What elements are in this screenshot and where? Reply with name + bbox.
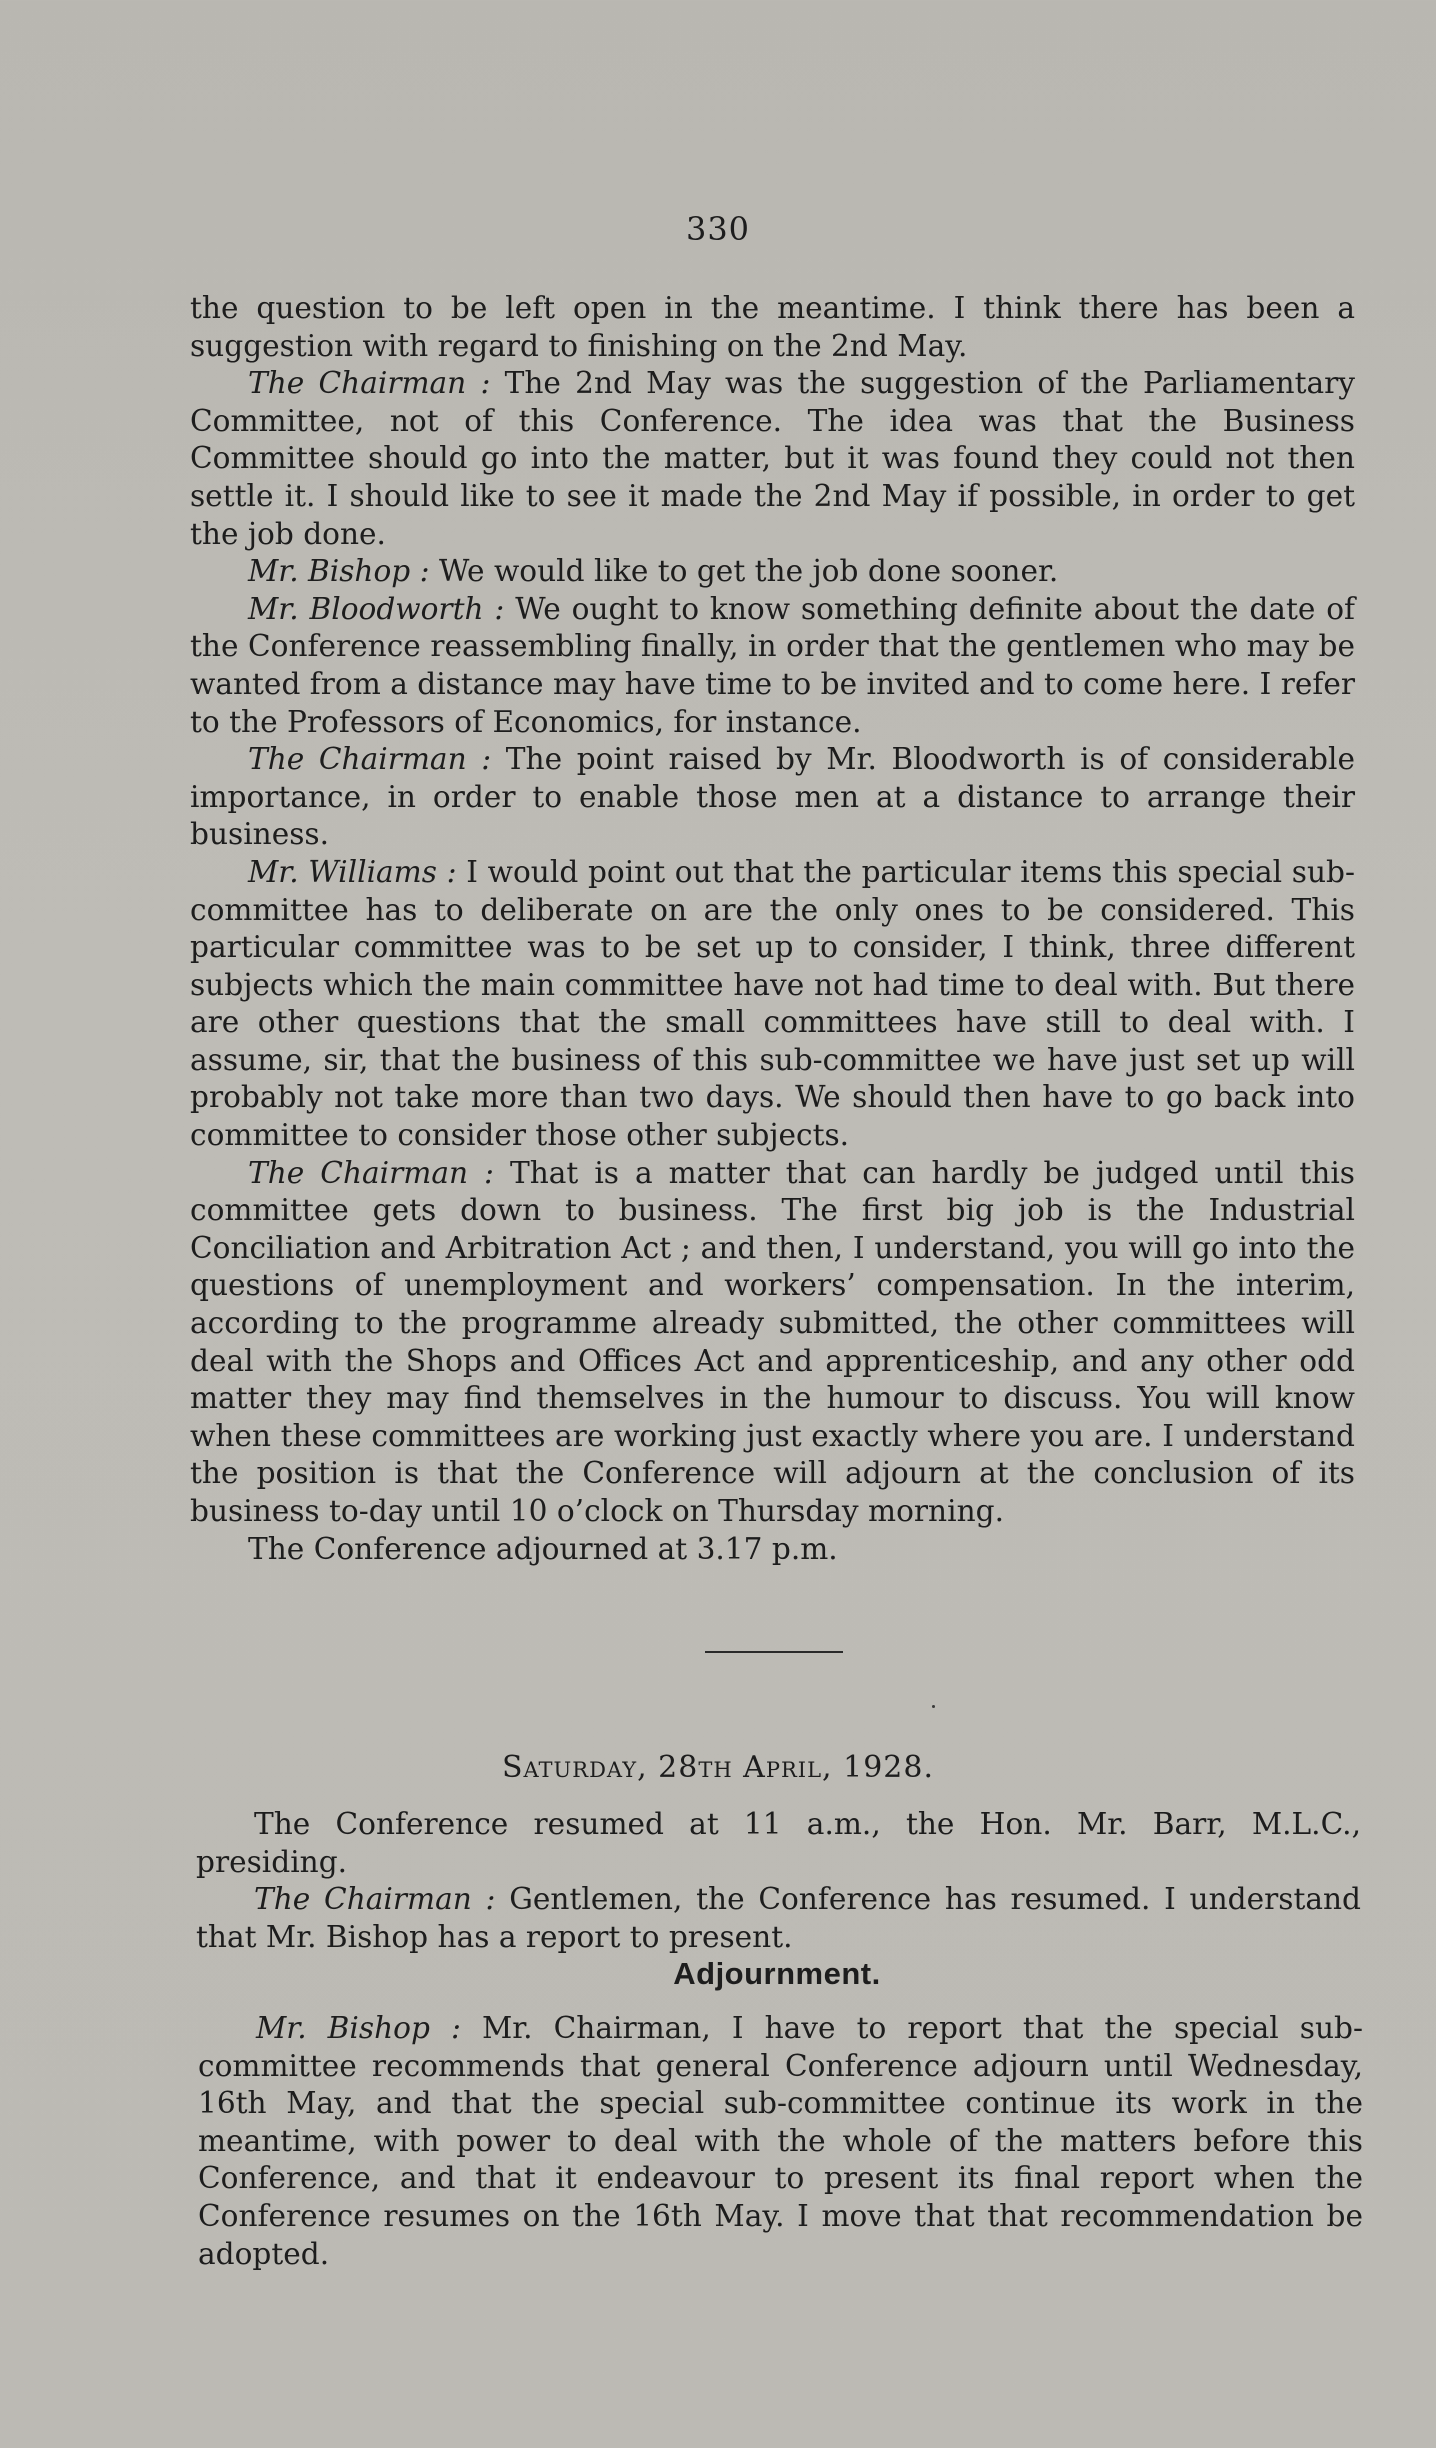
paragraph bbox=[190, 1531, 1355, 1569]
paragraph bbox=[190, 854, 1355, 1155]
speaker-name: The Chairman : bbox=[254, 1882, 496, 1917]
paragraph-text: That is a matter that can hardly be judged until this committee gets down to business. The first big job is the Industrial Conciliation and Arbitration Act ; and then, I understand, you will go into the questions of unemployment and workers’ compensation. In the interim, according to the programme already submitted, the other committees will deal with the Shops and Offices Act and apprenticeship, and any other odd matter they may find themselves in the humour to discuss. You will know when these committees are working just exactly where you are. I understand the position is that the Conference will adjourn at the conclusion of its business to-day until 10 o’clock on Thursday morning. bbox=[190, 1155, 1355, 1528]
page-number: 330 bbox=[685, 210, 751, 248]
paragraph-text: Mr. Chairman, I have to report that the special sub-committee recommends that general Conference adjourn until Wednesday, 16th May, and that the special sub-committee continue its work in the meantime, with power to deal with the whole of the matters before this Conference, and that it endeavour to present its final report when the Conference resumes on the 16th May. I move that that recommendation be adopted. bbox=[198, 2011, 1363, 2271]
speaker-name: Mr. Bishop : bbox=[256, 2011, 461, 2045]
paragraph bbox=[190, 591, 1355, 741]
paragraph-text: We would like to get the job done sooner. bbox=[429, 554, 1059, 589]
paragraph bbox=[196, 1806, 1361, 1881]
proceedings-block-2 bbox=[196, 1806, 1361, 1956]
speaker-name: The Chairman : bbox=[248, 366, 491, 401]
speaker-name: Mr. Bloodworth : bbox=[248, 591, 505, 626]
proceedings-block-3 bbox=[198, 2010, 1363, 2273]
date-heading: Saturday, 28th April, 1928. bbox=[501, 1750, 934, 1785]
paragraph-text: We ought to know something definite about the date of the Conference reassembling finally, in order that the gentlemen who may be wanted from a distance may have time to be invited and to come here. I refer to the Professors of Economics, for instance. bbox=[190, 591, 1355, 739]
paragraph-text: The Conference adjourned at 3.17 p.m. bbox=[248, 1531, 838, 1566]
speaker-name: The Chairman : bbox=[248, 742, 492, 777]
section-heading: Adjournment. bbox=[673, 1956, 881, 1991]
paragraph bbox=[190, 365, 1355, 553]
paragraph bbox=[190, 1155, 1355, 1531]
section-divider bbox=[705, 1651, 843, 1653]
paragraph bbox=[190, 741, 1355, 854]
paragraph bbox=[198, 2010, 1363, 2273]
paragraph-text: The Conference resumed at 11 a.m., the Hon. Mr. Barr, M.L.C., presiding. bbox=[196, 1807, 1361, 1879]
stray-mark bbox=[932, 1705, 935, 1708]
paragraph-text: the question to be left open in the meantime. I think there has been a suggestion with regard to finishing on the 2nd May. bbox=[190, 291, 1355, 363]
paragraph bbox=[190, 290, 1355, 365]
paragraph-text: The point raised by Mr. Bloodworth is of considerable importance, in order to enable those men at a distance to arrange their business. bbox=[190, 742, 1355, 852]
paragraph-text: The 2nd May was the suggestion of the Parliamentary Committee, not of this Conference. The idea was that the Business Committee should go into the matter, but it was found they could not then settle it. I should like to see it made the 2nd May if possible, in order to get the job done. bbox=[190, 366, 1355, 551]
paragraph bbox=[190, 553, 1355, 591]
paragraph-text: Gentlemen, the Conference has resumed. I understand that Mr. Bishop has a report to present. bbox=[196, 1882, 1361, 1954]
speaker-name: Mr. Williams : bbox=[248, 854, 457, 889]
paragraph-text: I would point out that the particular items this special sub-committee has to deliberate on are the only ones to be considered. This particular committee was to be set up to consider, I think, three different subjects which the main committee have not had time to deal with. But there are other questions that the small committees have still to deal with. I assume, sir, that the business of this sub-committee we have just set up will probably not take more than two days. We should then have to go back into committee to consider those other subjects. bbox=[190, 854, 1355, 1153]
proceedings-block-1 bbox=[190, 290, 1355, 1568]
speaker-name: Mr. Bishop : bbox=[248, 554, 430, 589]
paragraph bbox=[196, 1881, 1361, 1956]
speaker-name: The Chairman : bbox=[248, 1155, 494, 1190]
